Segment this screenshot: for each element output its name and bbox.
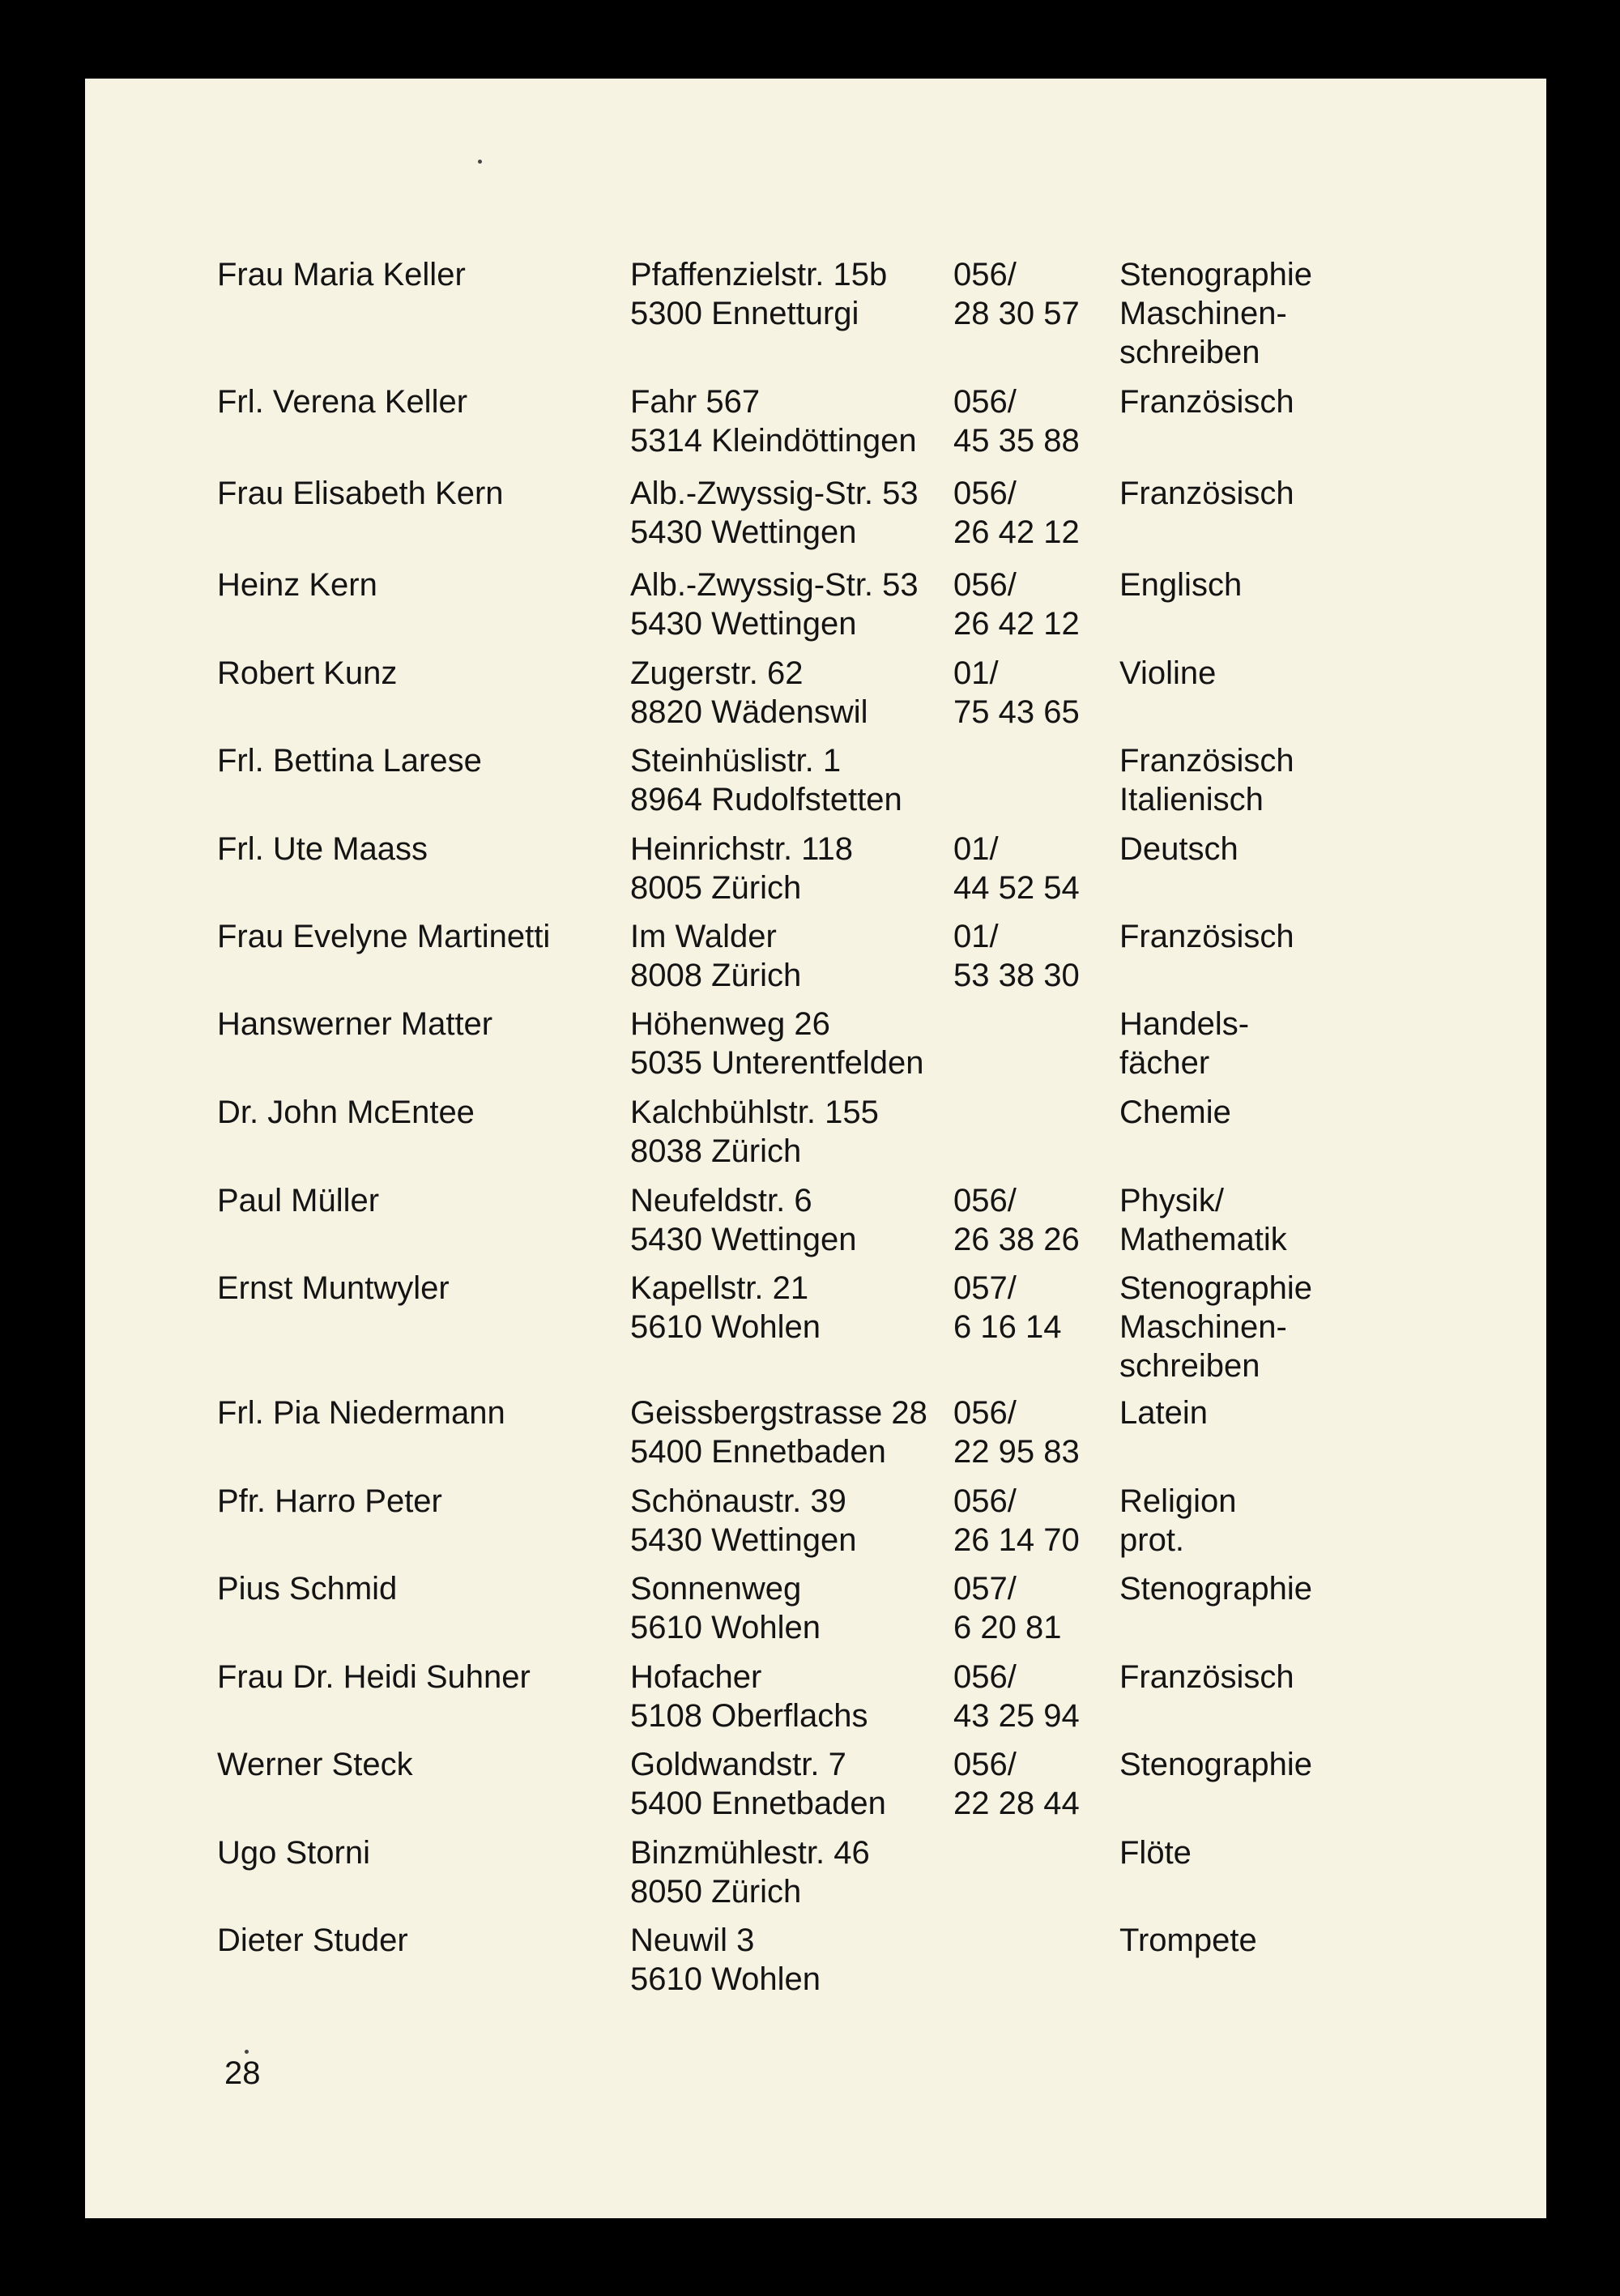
address-line: 8008 Zürich — [630, 958, 802, 993]
address — [630, 1005, 924, 1082]
person-name: Dr. John McEntee — [217, 1095, 475, 1130]
subjects-line: Mathematik — [1119, 1222, 1287, 1257]
person-name: Hanswerner Matter — [217, 1006, 493, 1042]
address-line: Pfaffenzielstr. 15b — [630, 257, 888, 292]
phone-number-line: 6 16 14 — [953, 1309, 1062, 1345]
person-name: Ugo Storni — [217, 1835, 370, 1871]
address-line: 8005 Zürich — [630, 870, 802, 906]
address-line: 5430 Wettingen — [630, 606, 857, 642]
phone-number-line: 056/ — [953, 384, 1017, 420]
phone-number-line: 057/ — [953, 1571, 1017, 1607]
address-line: Kapellstr. 21 — [630, 1270, 809, 1306]
speck-mark — [245, 2050, 249, 2054]
address-line: 8050 Zürich — [630, 1874, 802, 1910]
address — [630, 382, 917, 460]
address — [630, 474, 919, 552]
subjects-line: Handels- — [1119, 1006, 1250, 1042]
address — [630, 1482, 856, 1560]
address-line: 5108 Oberflachs — [630, 1698, 868, 1734]
address-line: 5400 Ennetbaden — [630, 1786, 886, 1821]
subjects-line: Religion — [1119, 1483, 1237, 1519]
address — [630, 741, 902, 819]
phone-number-line: 26 14 70 — [953, 1522, 1080, 1558]
person-name: Frl. Pia Niedermann — [217, 1395, 505, 1431]
subjects — [1119, 1569, 1312, 1608]
subjects-line: Maschinen- — [1119, 296, 1287, 331]
person-name: Frl. Verena Keller — [217, 384, 468, 420]
phone-number — [953, 830, 1080, 907]
person-name: Frl. Ute Maass — [217, 831, 428, 867]
phone-number — [953, 1181, 1080, 1259]
phone-number-line: 22 28 44 — [953, 1786, 1080, 1821]
address-line: 8038 Zürich — [630, 1133, 802, 1169]
phone-number — [953, 917, 1080, 995]
phone-number-line: 056/ — [953, 1483, 1017, 1519]
address-line: Alb.-Zwyssig-Str. 53 — [630, 567, 919, 603]
phone-number-line: 45 35 88 — [953, 423, 1080, 459]
address-line: Schönaustr. 39 — [630, 1483, 846, 1519]
address — [630, 1745, 886, 1823]
address-line: Höhenweg 26 — [630, 1006, 830, 1042]
address-line: Steinhüslistr. 1 — [630, 743, 842, 779]
address — [630, 1093, 879, 1171]
phone-number — [953, 255, 1080, 333]
person-name: Paul Müller — [217, 1183, 380, 1218]
subjects-line: Englisch — [1119, 567, 1243, 603]
subjects — [1119, 1093, 1231, 1132]
person-name: Frau Elisabeth Kern — [217, 476, 504, 511]
subjects — [1119, 1921, 1257, 1960]
address-line: Alb.-Zwyssig-Str. 53 — [630, 476, 919, 511]
phone-number — [953, 1745, 1080, 1823]
address — [630, 654, 868, 732]
phone-number-line: 056/ — [953, 257, 1017, 292]
subjects-line: Chemie — [1119, 1095, 1231, 1130]
address-line: 5430 Wettingen — [630, 1222, 857, 1257]
subjects-line: fächer — [1119, 1045, 1210, 1081]
subjects-line: Maschinen- — [1119, 1309, 1287, 1345]
phone-number — [953, 1658, 1080, 1735]
address-line: 5610 Wohlen — [630, 1961, 821, 1997]
address-line: 5430 Wettingen — [630, 1522, 857, 1558]
phone-number-line: 056/ — [953, 476, 1017, 511]
subjects-line: Französisch — [1119, 476, 1294, 511]
subjects-line: Stenographie — [1119, 257, 1312, 292]
subjects — [1119, 1181, 1287, 1259]
phone-number — [953, 654, 1080, 732]
address-line: Hofacher — [630, 1659, 762, 1695]
address-line: Goldwandstr. 7 — [630, 1747, 846, 1782]
page-number: 28 — [224, 2055, 261, 2091]
subjects — [1119, 1269, 1312, 1385]
subjects-line: Italienisch — [1119, 782, 1264, 817]
phone-number-line: 22 95 83 — [953, 1434, 1080, 1470]
subjects-line: schreiben — [1119, 1348, 1260, 1384]
subjects — [1119, 1658, 1294, 1696]
address-line: Fahr 567 — [630, 384, 761, 420]
subjects — [1119, 917, 1294, 956]
phone-number-line: 26 38 26 — [953, 1222, 1080, 1257]
person-name: Heinz Kern — [217, 567, 377, 603]
address — [630, 1921, 821, 1999]
phone-number-line: 056/ — [953, 1395, 1017, 1431]
address — [630, 1269, 821, 1346]
phone-number — [953, 1393, 1080, 1471]
subjects-line: Französisch — [1119, 919, 1294, 954]
person-name: Frau Dr. Heidi Suhner — [217, 1659, 531, 1695]
address — [630, 565, 919, 643]
address-line: 5314 Kleindöttingen — [630, 423, 917, 459]
person-name: Frau Maria Keller — [217, 257, 466, 292]
address-line: 5400 Ennetbaden — [630, 1434, 886, 1470]
phone-number — [953, 1269, 1061, 1346]
subjects — [1119, 1745, 1312, 1784]
subjects — [1119, 830, 1238, 868]
subjects — [1119, 474, 1294, 513]
subjects — [1119, 1005, 1249, 1082]
subjects — [1119, 1393, 1208, 1432]
person-name: Robert Kunz — [217, 655, 398, 691]
subjects-line: Deutsch — [1119, 831, 1238, 867]
address — [630, 1181, 856, 1259]
phone-number-line: 056/ — [953, 1747, 1017, 1782]
phone-number-line: 53 38 30 — [953, 958, 1080, 993]
address-line: Heinrichstr. 118 — [630, 831, 853, 867]
subjects-line: Flöte — [1119, 1835, 1192, 1871]
phone-number — [953, 474, 1080, 552]
address — [630, 1393, 927, 1471]
address — [630, 255, 887, 333]
phone-number-line: 28 30 57 — [953, 296, 1080, 331]
subjects — [1119, 382, 1294, 421]
address-line: 8820 Wädenswil — [630, 694, 868, 730]
address-line: Binzmühlestr. 46 — [630, 1835, 870, 1871]
address — [630, 1833, 870, 1911]
address — [630, 1569, 821, 1647]
person-name: Pius Schmid — [217, 1571, 398, 1607]
phone-number — [953, 1482, 1080, 1560]
address-line: Zugerstr. 62 — [630, 655, 804, 691]
subjects — [1119, 255, 1312, 372]
phone-number — [953, 1569, 1061, 1647]
phone-number-line: 6 20 81 — [953, 1610, 1062, 1645]
address-line: 5430 Wettingen — [630, 514, 857, 550]
subjects-line: Französisch — [1119, 1659, 1294, 1695]
address — [630, 830, 853, 907]
phone-number-line: 01/ — [953, 655, 999, 691]
subjects — [1119, 565, 1242, 604]
phone-number-line: 26 42 12 — [953, 606, 1080, 642]
subjects-line: Französisch — [1119, 384, 1294, 420]
person-name: Pfr. Harro Peter — [217, 1483, 442, 1519]
address-line: 5610 Wohlen — [630, 1610, 821, 1645]
subjects-line: Stenographie — [1119, 1270, 1312, 1306]
person-name: Frau Evelyne Martinetti — [217, 919, 551, 954]
address — [630, 1658, 868, 1735]
person-name: Werner Steck — [217, 1747, 413, 1782]
address — [630, 917, 801, 995]
subjects-line: prot. — [1119, 1522, 1185, 1558]
phone-number-line: 01/ — [953, 831, 999, 867]
subjects-line: Latein — [1119, 1395, 1208, 1431]
subjects-line: Trompete — [1119, 1923, 1257, 1958]
address-line: Geissbergstrasse 28 — [630, 1395, 927, 1431]
subjects — [1119, 654, 1216, 693]
phone-number-line: 056/ — [953, 1659, 1017, 1695]
phone-number-line: 75 43 65 — [953, 694, 1080, 730]
subjects-line: Stenographie — [1119, 1747, 1312, 1782]
address-line: Sonnenweg — [630, 1571, 802, 1607]
subjects — [1119, 741, 1294, 819]
address-line: 5610 Wohlen — [630, 1309, 821, 1345]
subjects-line: Französisch — [1119, 743, 1294, 779]
phone-number-line: 44 52 54 — [953, 870, 1080, 906]
phone-number — [953, 565, 1080, 643]
phone-number — [953, 382, 1080, 460]
speck-mark — [478, 160, 482, 164]
address-line: Kalchbühlstr. 155 — [630, 1095, 879, 1130]
subjects-line: Violine — [1119, 655, 1217, 691]
phone-number-line: 056/ — [953, 567, 1017, 603]
subjects-line: schreiben — [1119, 335, 1260, 370]
address-line: Im Walder — [630, 919, 777, 954]
document-page — [85, 79, 1546, 2218]
address-line: 5035 Unterentfelden — [630, 1045, 924, 1081]
person-name: Frl. Bettina Larese — [217, 743, 482, 779]
person-name: Ernst Muntwyler — [217, 1270, 450, 1306]
subjects — [1119, 1833, 1192, 1872]
phone-number-line: 26 42 12 — [953, 514, 1080, 550]
subjects-line: Stenographie — [1119, 1571, 1312, 1607]
phone-number-line: 056/ — [953, 1183, 1017, 1218]
address-line: Neuwil 3 — [630, 1923, 755, 1958]
address-line: Neufeldstr. 6 — [630, 1183, 812, 1218]
phone-number-line: 43 25 94 — [953, 1698, 1080, 1734]
subjects — [1119, 1482, 1237, 1560]
phone-number-line: 01/ — [953, 919, 999, 954]
address-line: 8964 Rudolfstetten — [630, 782, 902, 817]
phone-number-line: 057/ — [953, 1270, 1017, 1306]
address-line: 5300 Ennetturgi — [630, 296, 859, 331]
subjects-line: Physik/ — [1119, 1183, 1224, 1218]
person-name: Dieter Studer — [217, 1923, 408, 1958]
